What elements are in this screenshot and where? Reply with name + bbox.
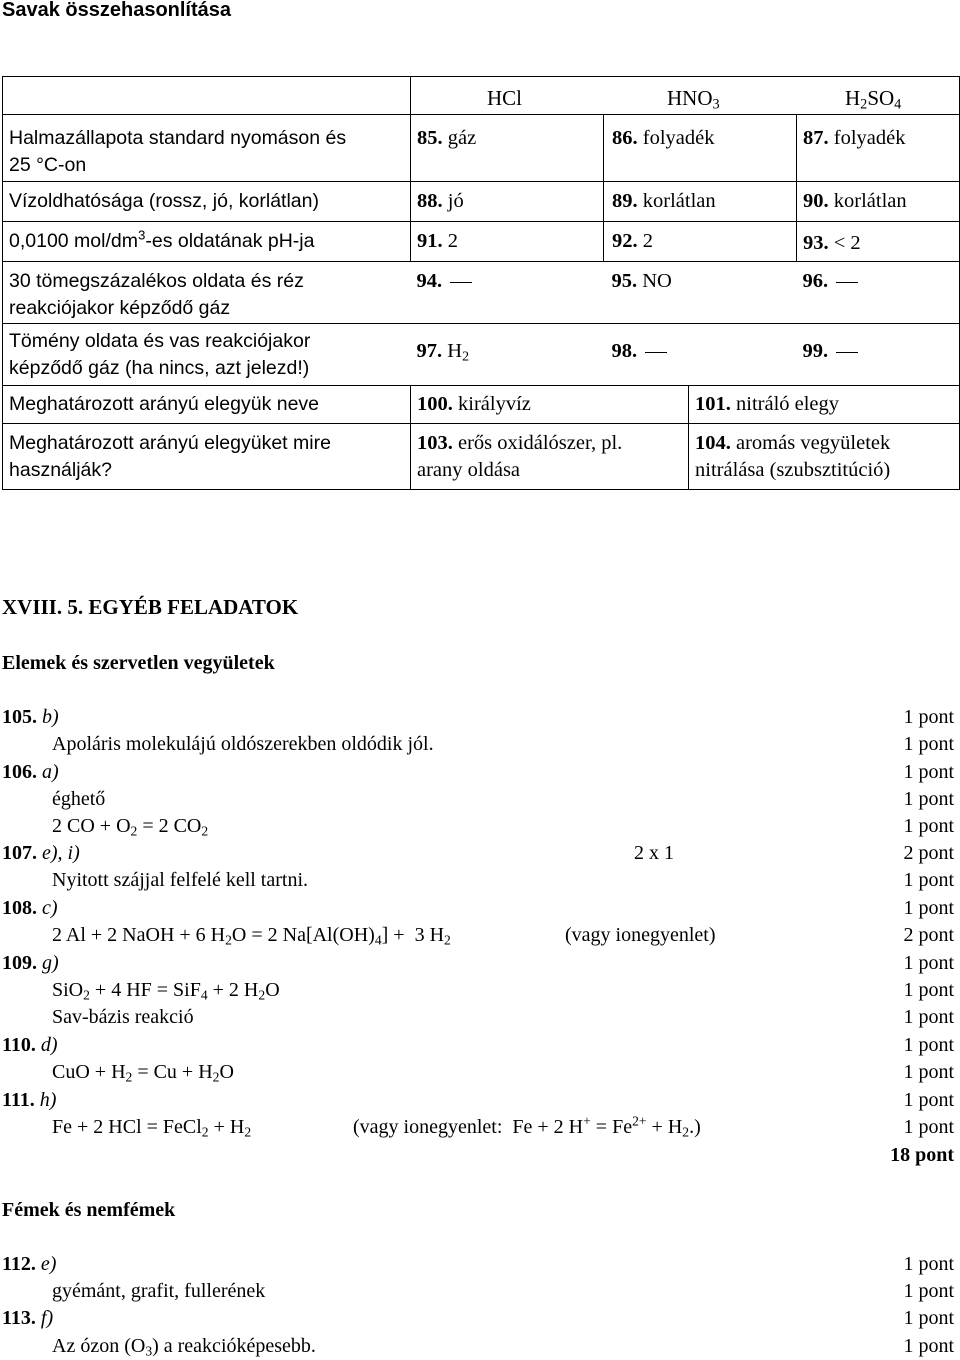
points: 1 pont [903,761,954,783]
subsection-title: Elemek és szervetlen vegyületek [2,652,275,674]
header-hcl: HCl [487,86,523,110]
points: 1 pont [903,1307,954,1329]
answer-line: 111. h) [2,1089,57,1111]
answer-line: 108. c) [2,897,58,919]
row-label: Meghatározott arányú elegyük neve [3,386,411,424]
answer-line: Fe + 2 HCl = FeCl$_2$ + $H_2$ [52,1116,252,1140]
answer-line: Sav-bázis reakció [52,1006,194,1028]
table-row: Meghatározott arányú elegyük neve 100. királyvíz 101. nitráló elegy [3,386,960,424]
answer-middle: 2 x 1 [634,842,674,864]
answer-line: SiO$_2$ + 4 HF = SiF$_4$ + 2 $H_2O$ [52,979,280,1003]
points: 1 pont [903,1061,954,1083]
answer-line: 112. e) [2,1253,57,1275]
points: 1 pont [903,706,954,728]
points: 1 pont [903,1034,954,1056]
table-row: 30 tömegszázalékos oldata és réz reakciójakor képződő gáz 94. 95. NO 96. [3,262,960,324]
answer-line: CuO + $H_2 = Cu + H_2O$ [52,1061,234,1085]
answer-line: 105. b) [2,706,59,728]
answer-line: 107. e), i) [2,842,80,864]
row-label: Tömény oldata és vas reakciójakor képződő gáz (ha nincs, azt jelezd!) [3,324,411,386]
row-label: 30 tömegszázalékos oldata és réz reakciójakor képződő gáz [3,262,411,324]
table-row: 0,0100 mol/$dm^3-es$ oldatának pH-ja 91. 2 92. 2 93. < 2 [3,222,960,262]
page-title: Savak összehasonlítása [2,0,232,21]
points: 1 pont [903,897,954,919]
answer-line: gyémánt, grafit, fullerének [52,1280,266,1302]
section-title: XVIII. 5. EGYÉB FELADATOK [2,595,299,619]
answer-line: 113. f) [2,1307,54,1329]
answer-line: 2 CO + $O_2 = 2$ $CO_2$ [52,815,209,839]
acid-comparison-table [2,76,960,490]
points: 2 pont [903,842,954,864]
points: 1 pont [903,1253,954,1275]
points: 1 pont [903,733,954,755]
table-row: Tömény oldata és vas reakciójakor képződő gáz (ha nincs, azt jelezd!) 97. $H_2$ 98. 99. [3,324,960,386]
answer-line: Az ózon $(O_3)$ a reakcióképesebb. [52,1335,316,1359]
points: 1 pont [903,788,954,810]
table-row: Vízoldhatósága (rossz, jó, korlátlan) 88. jó 89. korlátlan 90. korlátlan [3,182,960,222]
answer-line: 110. d) [2,1034,58,1056]
points: 1 pont [903,1335,954,1357]
answer-line: 109. g) [2,952,59,974]
answer-middle: (vagy ionegyenlet: Fe + 2 $H^+ = Fe^{2+} + H_2$.) [353,1113,701,1140]
points: 1 pont [903,1089,954,1111]
answer-line: 106. a) [2,761,59,783]
table-row: Halmazállapota standard nyomáson és 25 °C-on 85. gáz 86. folyadék 87. folyadék [3,115,960,182]
table-row: Meghatározott arányú elegyüket mire használják? 103. erős oxidálószer, pl. arany oldása 104. aromás vegyületek nitrálása (szubsztitúció) [3,424,960,490]
answer-line: Apoláris molekulájú oldószerekben oldódik jól. [52,733,434,755]
table-header-row [3,77,960,115]
points: 1 pont [903,1280,954,1302]
row-label: Meghatározott arányú elegyüket mire használják? [3,424,411,490]
answer-line: 2 Al + 2 NaOH + 6 $H_2O = 2$ $Na[Al(OH)_4] + 3$ $H_2$ [52,924,451,948]
row-label: Vízoldhatósága (rossz, jó, korlátlan) [3,182,411,222]
points: 1 pont [903,815,954,837]
points: 1 pont [903,1116,954,1138]
subsection-title: Fémek és nemfémek [2,1199,176,1221]
answer-line: éghető [52,788,106,810]
points: 1 pont [903,869,954,891]
header-h2so4: $H_2SO_4$ [845,86,902,113]
row-label: 0,0100 mol/$dm^3-es$ oldatának pH-ja [3,222,411,262]
points: 2 pont [903,924,954,946]
points: 1 pont [903,1006,954,1028]
row-label: Halmazállapota standard nyomáson és 25 °C-on [3,115,411,182]
points: 1 pont [903,979,954,1001]
total-points: 18 pont [890,1144,954,1166]
points: 1 pont [903,952,954,974]
header-hno3: $HNO_3$ [667,86,720,113]
answer-middle: (vagy ionegyenlet) [565,924,716,946]
answer-line: Nyitott szájjal felfelé kell tartni. [52,869,309,891]
